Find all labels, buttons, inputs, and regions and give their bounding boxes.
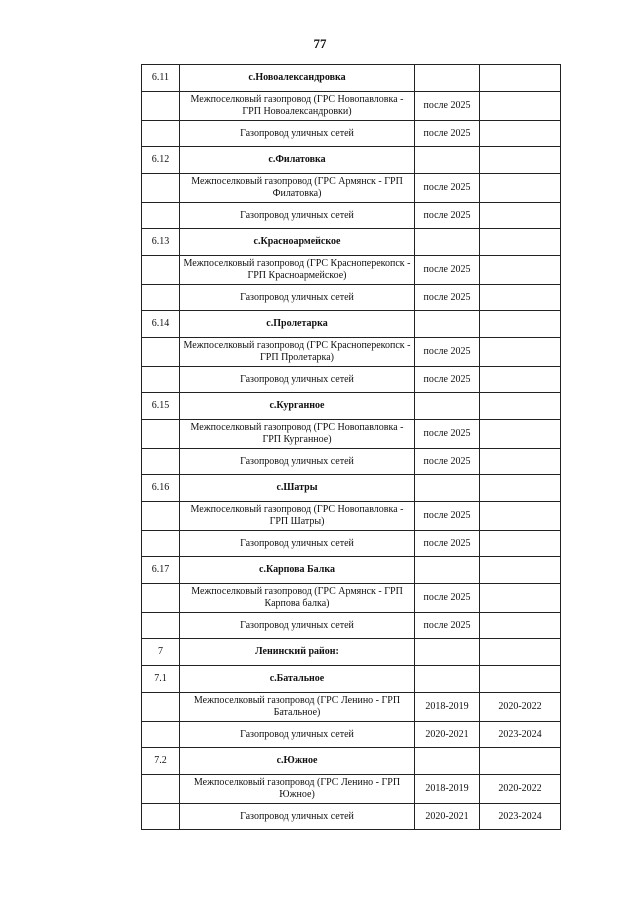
empty-cell (480, 393, 561, 420)
table-row (142, 804, 561, 830)
section-header-row (142, 666, 561, 693)
table-row (142, 693, 561, 722)
empty-cell (415, 311, 480, 338)
table-row (142, 420, 561, 449)
period-design: 2020-2021 (415, 722, 480, 748)
empty-cell (415, 748, 480, 775)
section-title: с.Пролетарка (180, 311, 415, 338)
period-design: после 2025 (415, 92, 480, 121)
table-row (142, 584, 561, 613)
period-construction: 2023-2024 (480, 722, 561, 748)
pipeline-name: Межпоселковый газопровод (ГРС Новопавловка - ГРП Курганное) (180, 420, 415, 449)
period-construction (480, 613, 561, 639)
period-design: 2018-2019 (415, 693, 480, 722)
period-construction (480, 449, 561, 475)
period-design: после 2025 (415, 256, 480, 285)
period-design: после 2025 (415, 367, 480, 393)
pipeline-name: Межпоселковый газопровод (ГРС Армянск - ГРП Карпова балка) (180, 584, 415, 613)
period-construction (480, 256, 561, 285)
period-design: после 2025 (415, 121, 480, 147)
section-header-row (142, 639, 561, 666)
period-design: после 2025 (415, 502, 480, 531)
period-construction (480, 174, 561, 203)
empty-cell (415, 65, 480, 92)
section-header-row (142, 65, 561, 92)
section-title: с.Филатовка (180, 147, 415, 174)
period-construction: 2023-2024 (480, 804, 561, 830)
empty-cell (415, 666, 480, 693)
period-construction: 2020-2022 (480, 775, 561, 804)
pipeline-name: Межпоселковый газопровод (ГРС Ленино - ГРП Южное) (180, 775, 415, 804)
section-header-row (142, 229, 561, 256)
section-header-row (142, 147, 561, 174)
period-design: после 2025 (415, 613, 480, 639)
section-header-row (142, 475, 561, 502)
empty-cell (415, 393, 480, 420)
empty-cell (415, 557, 480, 584)
section-header-row (142, 748, 561, 775)
table-body (142, 65, 561, 830)
section-number: 7.1 (142, 666, 180, 693)
section-number: 6.11 (142, 65, 180, 92)
period-design: после 2025 (415, 420, 480, 449)
empty-cell (142, 338, 180, 367)
section-title: с.Курганное (180, 393, 415, 420)
empty-cell (480, 311, 561, 338)
empty-cell (142, 92, 180, 121)
period-construction (480, 502, 561, 531)
table-row (142, 121, 561, 147)
empty-cell (415, 229, 480, 256)
period-design: после 2025 (415, 174, 480, 203)
section-number: 6.13 (142, 229, 180, 256)
empty-cell (480, 557, 561, 584)
empty-cell (142, 775, 180, 804)
empty-cell (142, 203, 180, 229)
section-number: 6.14 (142, 311, 180, 338)
table-row (142, 502, 561, 531)
table-row (142, 613, 561, 639)
table-row (142, 775, 561, 804)
empty-cell (480, 639, 561, 666)
table-row (142, 531, 561, 557)
section-title: Ленинский район: (180, 639, 415, 666)
empty-cell (480, 666, 561, 693)
empty-cell (142, 584, 180, 613)
period-construction (480, 367, 561, 393)
period-construction (480, 92, 561, 121)
empty-cell (415, 147, 480, 174)
section-number: 6.15 (142, 393, 180, 420)
pipeline-name: Газопровод уличных сетей (180, 722, 415, 748)
period-construction (480, 584, 561, 613)
empty-cell (480, 147, 561, 174)
table-row (142, 338, 561, 367)
empty-cell (415, 475, 480, 502)
period-construction (480, 531, 561, 557)
empty-cell (142, 693, 180, 722)
table-row (142, 449, 561, 475)
period-design: 2018-2019 (415, 775, 480, 804)
pipeline-name: Межпоселковый газопровод (ГРС Новопавловка - ГРП Новоалександровки) (180, 92, 415, 121)
pipeline-name: Газопровод уличных сетей (180, 121, 415, 147)
section-number: 6.12 (142, 147, 180, 174)
empty-cell (142, 174, 180, 203)
section-header-row (142, 393, 561, 420)
table-row (142, 92, 561, 121)
empty-cell (480, 475, 561, 502)
section-header-row (142, 557, 561, 584)
section-title: с.Шатры (180, 475, 415, 502)
section-title: с.Карпова Балка (180, 557, 415, 584)
empty-cell (142, 722, 180, 748)
period-construction (480, 121, 561, 147)
section-title: с.Красноармейское (180, 229, 415, 256)
empty-cell (142, 256, 180, 285)
empty-cell (480, 229, 561, 256)
pipeline-name: Газопровод уличных сетей (180, 531, 415, 557)
pipeline-name: Газопровод уличных сетей (180, 804, 415, 830)
table-row (142, 285, 561, 311)
section-number: 6.16 (142, 475, 180, 502)
empty-cell (142, 367, 180, 393)
period-design: после 2025 (415, 584, 480, 613)
empty-cell (142, 502, 180, 531)
empty-cell (142, 285, 180, 311)
period-design: после 2025 (415, 203, 480, 229)
table-row (142, 367, 561, 393)
section-title: с.Южное (180, 748, 415, 775)
section-number: 7 (142, 639, 180, 666)
section-title: с.Новоалександровка (180, 65, 415, 92)
empty-cell (142, 804, 180, 830)
gas-pipeline-table (141, 64, 561, 830)
empty-cell (480, 748, 561, 775)
section-number: 6.17 (142, 557, 180, 584)
pipeline-name: Газопровод уличных сетей (180, 285, 415, 311)
period-design: после 2025 (415, 285, 480, 311)
period-design: после 2025 (415, 338, 480, 367)
section-header-row (142, 311, 561, 338)
empty-cell (142, 449, 180, 475)
empty-cell (480, 65, 561, 92)
table-row (142, 722, 561, 748)
period-construction (480, 285, 561, 311)
pipeline-name: Межпоселковый газопровод (ГРС Ленино - ГРП Батальное) (180, 693, 415, 722)
pipeline-name: Межпоселковый газопровод (ГРС Новопавловка - ГРП Шатры) (180, 502, 415, 531)
pipeline-name: Межпоселковый газопровод (ГРС Красноперекопск - ГРП Пролетарка) (180, 338, 415, 367)
period-construction (480, 420, 561, 449)
period-design: после 2025 (415, 531, 480, 557)
empty-cell (415, 639, 480, 666)
page-number: 77 (313, 36, 327, 51)
period-design: после 2025 (415, 449, 480, 475)
section-number: 7.2 (142, 748, 180, 775)
empty-cell (142, 121, 180, 147)
period-construction (480, 203, 561, 229)
period-design: 2020-2021 (415, 804, 480, 830)
empty-cell (142, 531, 180, 557)
pipeline-name: Газопровод уличных сетей (180, 203, 415, 229)
empty-cell (142, 420, 180, 449)
empty-cell (142, 613, 180, 639)
section-title: с.Батальное (180, 666, 415, 693)
pipeline-name: Газопровод уличных сетей (180, 449, 415, 475)
pipeline-name: Межпоселковый газопровод (ГРС Красноперекопск - ГРП Красноармейское) (180, 256, 415, 285)
table-row (142, 203, 561, 229)
table-row (142, 256, 561, 285)
period-construction: 2020-2022 (480, 693, 561, 722)
pipeline-name: Газопровод уличных сетей (180, 613, 415, 639)
period-construction (480, 338, 561, 367)
pipeline-name: Газопровод уличных сетей (180, 367, 415, 393)
table-row (142, 174, 561, 203)
pipeline-name: Межпоселковый газопровод (ГРС Армянск - ГРП Филатовка) (180, 174, 415, 203)
